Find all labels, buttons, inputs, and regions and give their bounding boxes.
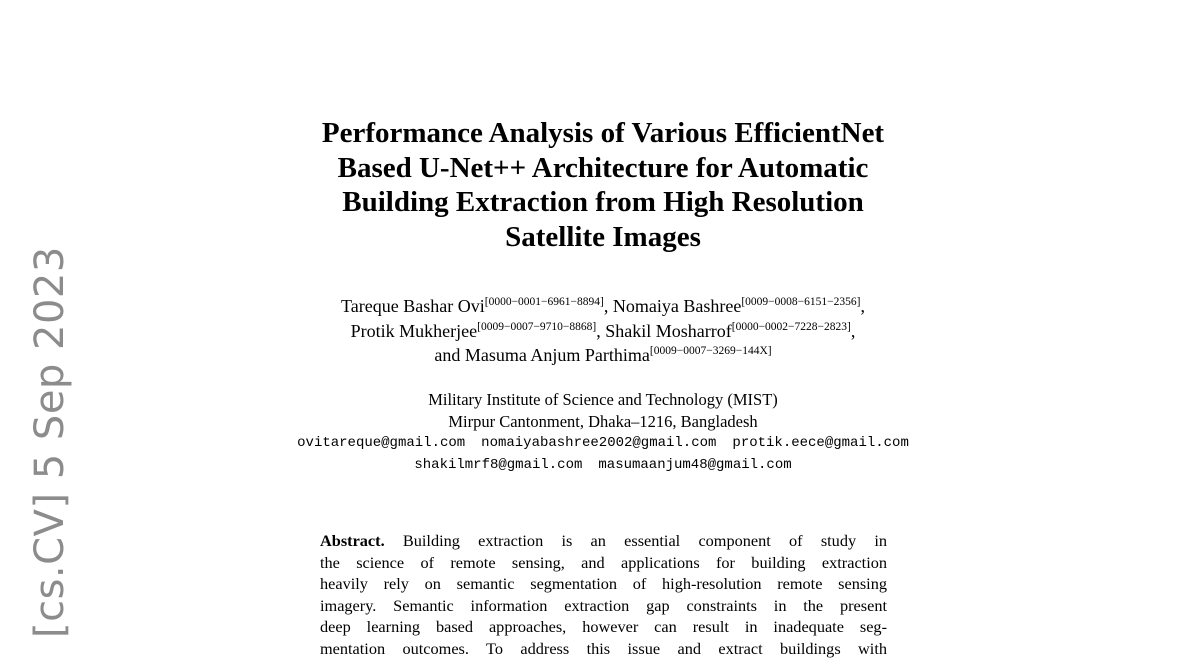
email-address: masumaanjum48@gmail.com bbox=[598, 457, 792, 473]
title-line: Performance Analysis of Various EfficientNet bbox=[321, 117, 885, 149]
paper-title bbox=[260, 116, 946, 254]
abstract-line bbox=[320, 530, 887, 552]
abstract-text: Building extraction is an essential component of study in bbox=[384, 531, 887, 550]
abstract-line: deep learning based approaches, however can result in inadequate seg- bbox=[320, 617, 887, 637]
author-orcid: [0009−0007−9710−8868] bbox=[477, 320, 597, 333]
abstract-line: the science of remote sensing, and applications for building extraction bbox=[320, 552, 887, 572]
email-address: shakilmrf8@gmail.com bbox=[414, 457, 583, 473]
author-orcid: [0009−0007−3269−144X] bbox=[649, 345, 772, 357]
email-list bbox=[250, 432, 956, 476]
author-connector: and bbox=[434, 345, 465, 365]
author-orcid: [0000−0002−7228−2823] bbox=[731, 320, 851, 333]
email-line bbox=[250, 432, 956, 454]
abstract-label: Abstract. bbox=[320, 531, 385, 550]
author-orcid: [0009−0008−6151−2356] bbox=[741, 296, 861, 308]
abstract-line: heavily rely on semantic segmentation of high-resolution remote sensing bbox=[320, 574, 887, 594]
email-address: protik.eece@gmail.com bbox=[732, 435, 909, 451]
author-name: Tareque Bashar Ovi bbox=[341, 296, 485, 316]
email-line bbox=[250, 454, 956, 476]
affiliation-block bbox=[260, 389, 946, 432]
author-line: Tareque Bashar Ovi[0000−0001−6961−8894], Nomaiya Bashree[0009−0008−6151−2356], bbox=[341, 296, 865, 316]
author-name: Nomaiya Bashree bbox=[612, 296, 742, 316]
title-line: Satellite Images bbox=[505, 220, 701, 253]
abstract-line: mentation outcomes. To address this issue and extract buildings with bbox=[320, 638, 887, 658]
arxiv-sidebar-stamp: [cs.CV] 5 Sep 2023 bbox=[27, 246, 73, 638]
author-orcid: [0000−0001−6961−8894] bbox=[484, 296, 604, 308]
title-line: Based U-Net++ Architecture for Automatic bbox=[337, 151, 869, 184]
email-address: ovitareque@gmail.com bbox=[297, 435, 466, 451]
email-address: nomaiyabashree2002@gmail.com bbox=[481, 435, 717, 451]
author-line: Protik Mukherjee[0009−0007−9710−8868], Shakil Mosharrof[0000−0002−7228−2823], bbox=[350, 320, 856, 341]
author-name: Protik Mukherjee bbox=[350, 320, 478, 341]
author-name: Masuma Anjum Parthima bbox=[464, 345, 650, 365]
abstract-section bbox=[320, 530, 887, 660]
institution-name: Military Institute of Science and Technology (MIST) bbox=[428, 390, 778, 409]
abstract-line: imagery. Semantic information extraction gap constraints in the present bbox=[320, 595, 887, 615]
institution-address: Mirpur Cantonment, Dhaka–1216, Bangladesh bbox=[448, 411, 758, 431]
author-list bbox=[260, 294, 946, 368]
author-line bbox=[260, 343, 946, 368]
title-line: Building Extraction from High Resolution bbox=[342, 186, 864, 218]
author-name: Shakil Mosharrof bbox=[605, 320, 732, 341]
